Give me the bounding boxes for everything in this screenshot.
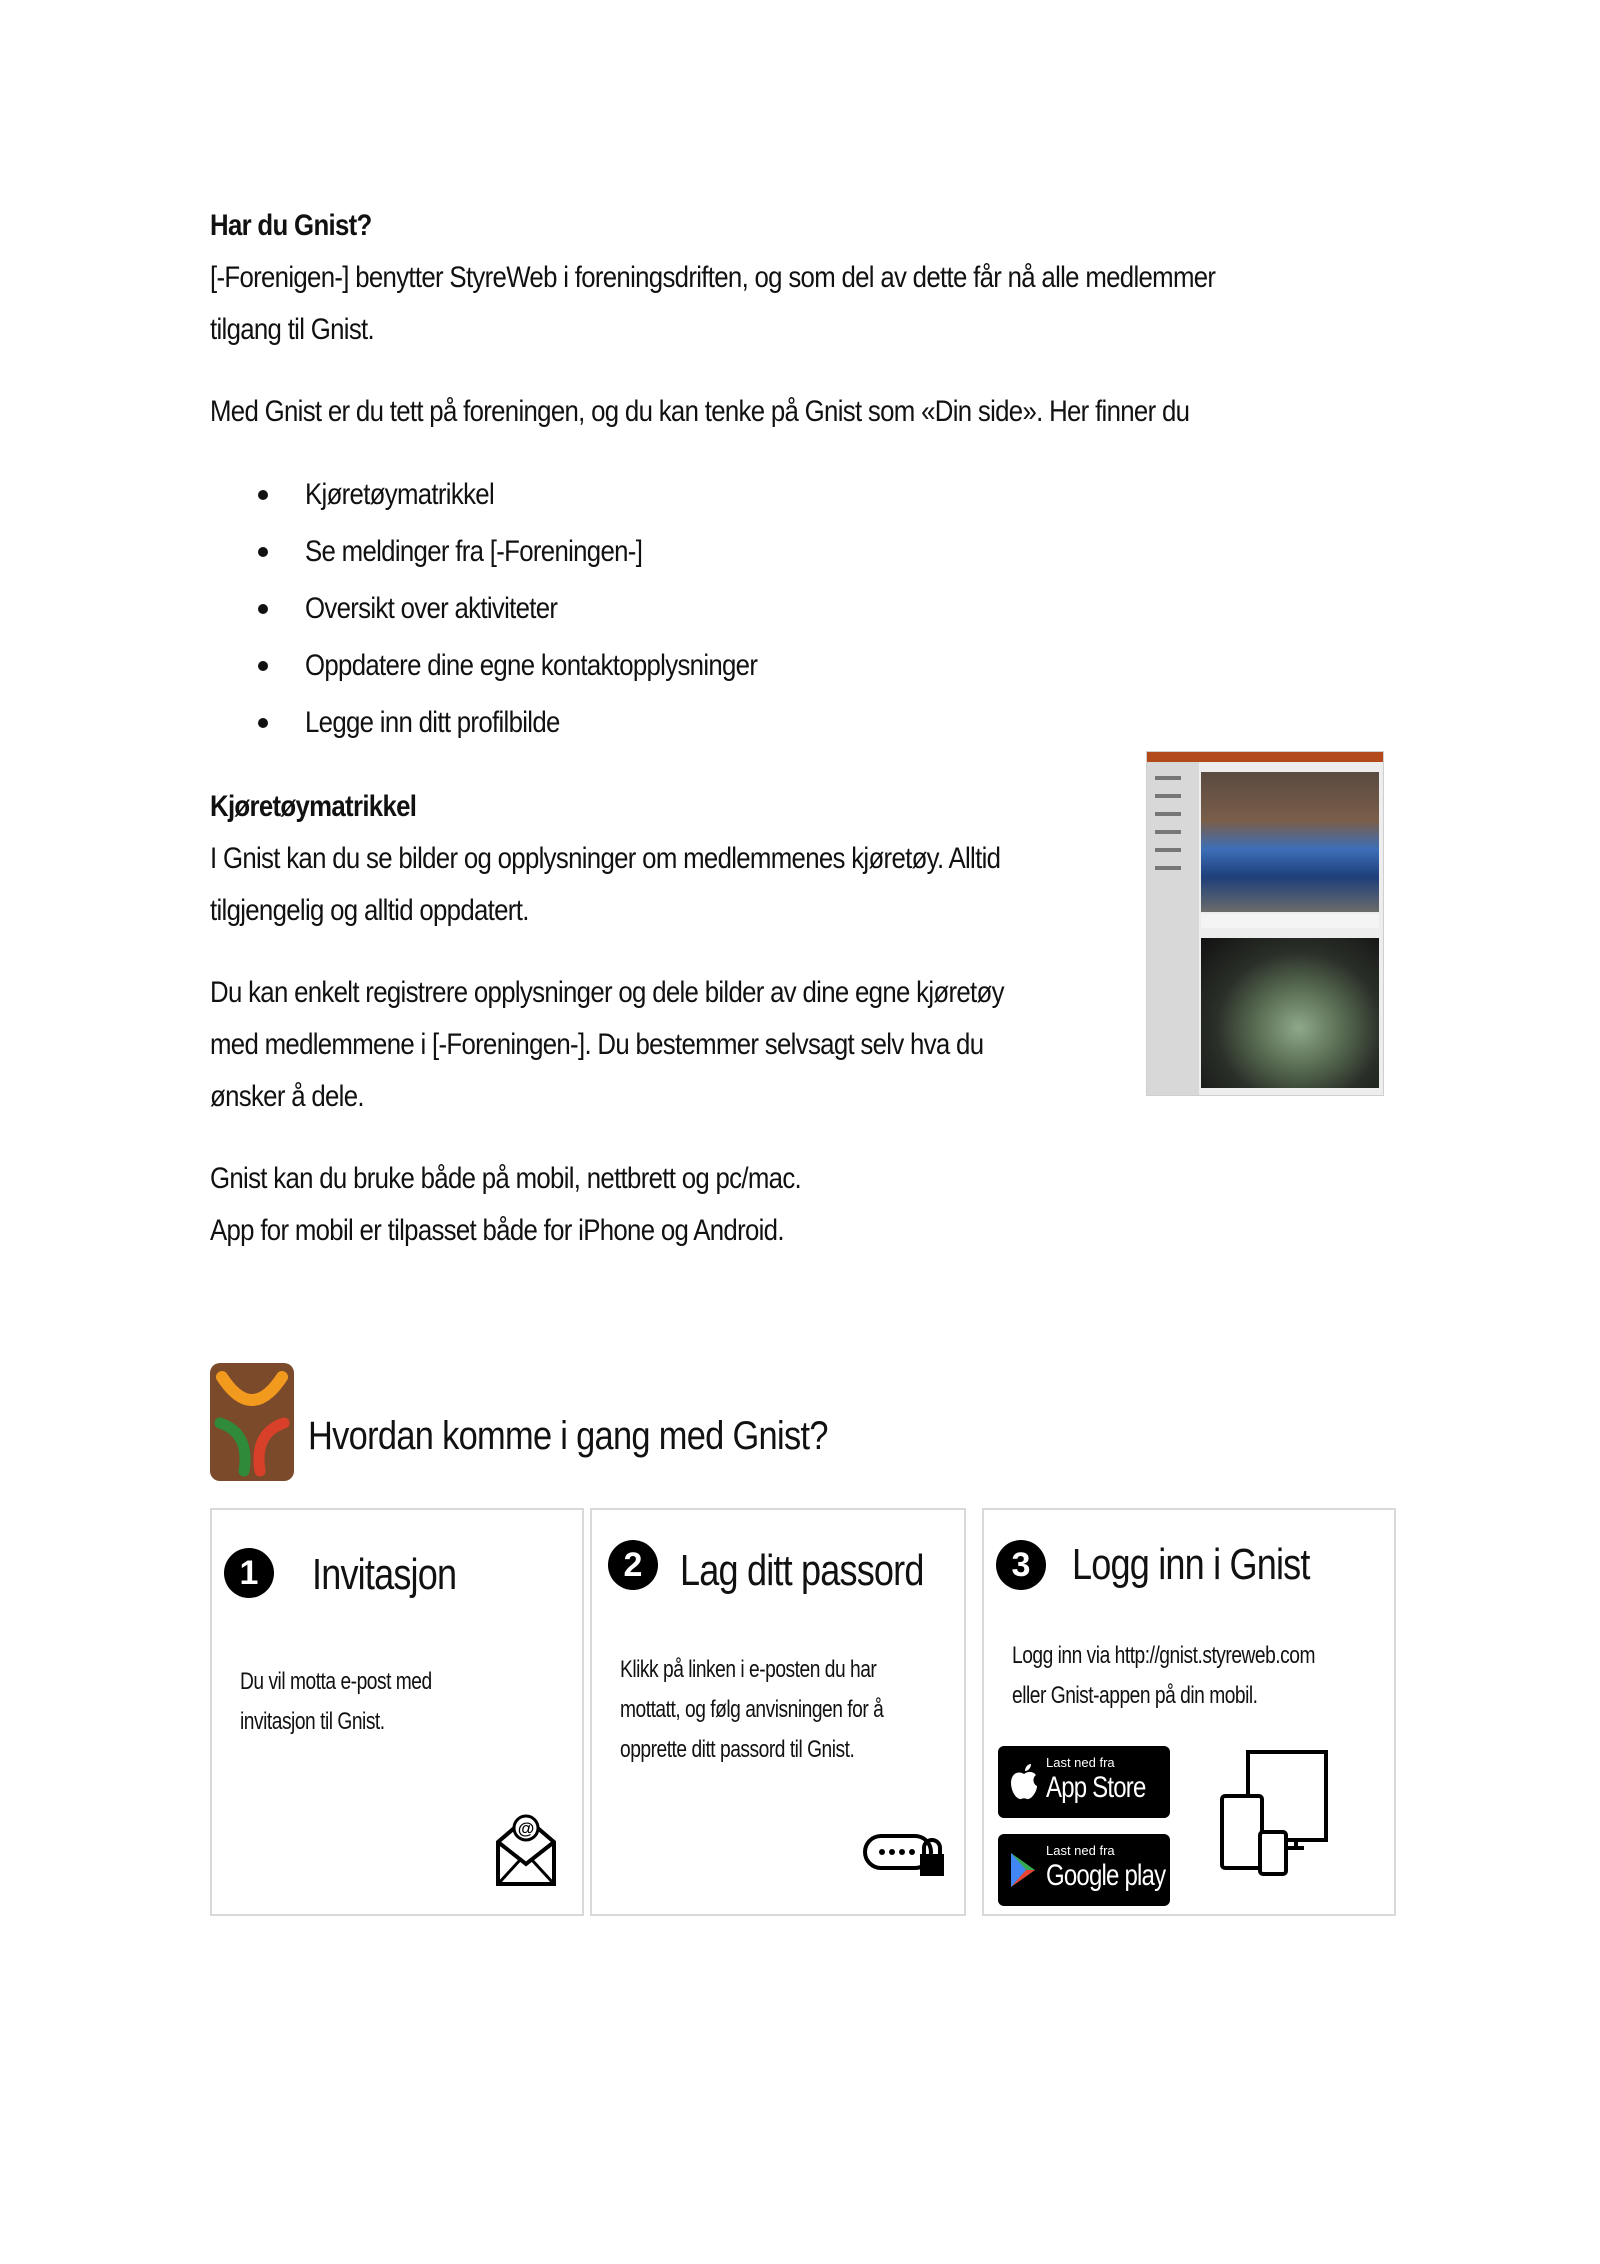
step-title: Logg inn i Gnist — [1072, 1540, 1310, 1589]
intro-text-line: tilgang til Gnist. — [210, 313, 375, 346]
step-text-line: Klikk på linken i e-posten du har — [620, 1656, 877, 1683]
step-text-line: Du vil motta e-post med — [240, 1668, 432, 1695]
envelope-at-icon — [494, 1802, 558, 1888]
intro-text-line: Med Gnist er du tett på foreningen, og du kan tenke på Gnist som «Din side». Her finner du — [210, 395, 1190, 428]
gnist-logo-icon — [210, 1363, 294, 1481]
list-item: Oversikt over aktiviteter — [210, 580, 1400, 637]
list-item: Kjøretøymatrikkel — [210, 466, 1400, 523]
step-text-line: mottatt, og følg anvisningen for å — [620, 1696, 884, 1723]
vehicle-text-line: med medlemmene i [-Foreningen-]. Du bestemmer selvsagt selv hva du — [210, 1028, 984, 1061]
badge-store-name: App Store — [1046, 1771, 1146, 1804]
vehicle-register-screenshot — [1146, 751, 1384, 1096]
step-card-password — [590, 1508, 966, 1916]
step-card-invitation — [210, 1508, 584, 1916]
getting-started-title: Hvordan komme i gang med Gnist? — [308, 1414, 828, 1458]
steps-panel — [210, 1508, 1396, 1914]
svg-text:@: @ — [517, 1819, 535, 1838]
intro-text-line: [-Forenigen-] benytter StyreWeb i foreningsdriften, og som del av dette får nå alle medlemmer — [210, 261, 1216, 294]
badge-small-text: Last ned fra — [1046, 1843, 1115, 1858]
password-lock-icon — [862, 1828, 948, 1878]
app-store-button[interactable] — [998, 1746, 1170, 1818]
google-play-icon — [1008, 1850, 1038, 1890]
vehicle-heading: Kjøretøymatrikkel — [210, 790, 417, 823]
intro-heading: Har du Gnist? — [210, 209, 372, 242]
list-item: Oppdatere dine egne kontaktopplysninger — [210, 637, 1400, 694]
step-text-line: invitasjon til Gnist. — [240, 1708, 385, 1735]
google-play-button[interactable] — [998, 1834, 1170, 1906]
badge-store-name: Google play — [1046, 1859, 1166, 1892]
step-text-line: Logg inn via http://gnist.styreweb.com — [1012, 1642, 1315, 1669]
step-card-login — [982, 1508, 1396, 1916]
green-car-photo — [1201, 938, 1379, 1088]
step-title: Invitasjon — [312, 1550, 457, 1599]
vehicle-text-line: I Gnist kan du se bilder og opplysninger om medlemmenes kjøretøy. Alltid — [210, 842, 1001, 875]
badge-small-text: Last ned fra — [1046, 1755, 1115, 1770]
vehicle-section — [210, 781, 1400, 1123]
vehicle-text-line: tilgjengelig og alltid oppdatert. — [210, 894, 529, 927]
devices-text-line: Gnist kan du bruke både på mobil, nettbrett og pc/mac. — [210, 1162, 802, 1195]
document-body — [210, 200, 1400, 1257]
step-title: Lag ditt passord — [680, 1546, 924, 1595]
step-number: 3 — [996, 1540, 1046, 1590]
vehicle-text-line: Du kan enkelt registrere opplysninger og dele bilder av dine egne kjøretøy — [210, 976, 1004, 1009]
vehicle-text-line: ønsker å dele. — [210, 1080, 364, 1113]
step-number: 1 — [224, 1548, 274, 1598]
devices-icon — [1220, 1748, 1330, 1878]
devices-text-line: App for mobil er tilpasset både for iPhone og Android. — [210, 1214, 784, 1247]
step-text-line: opprette ditt passord til Gnist. — [620, 1736, 855, 1763]
feature-list — [210, 466, 1400, 751]
blue-car-photo — [1201, 772, 1379, 912]
step-text-line: eller Gnist-appen på din mobil. — [1012, 1682, 1258, 1709]
list-item: Se meldinger fra [-Foreningen-] — [210, 523, 1400, 580]
apple-icon — [1008, 1762, 1040, 1802]
list-item: Legge inn ditt profilbilde — [210, 694, 1400, 751]
step-number: 2 — [608, 1540, 658, 1590]
